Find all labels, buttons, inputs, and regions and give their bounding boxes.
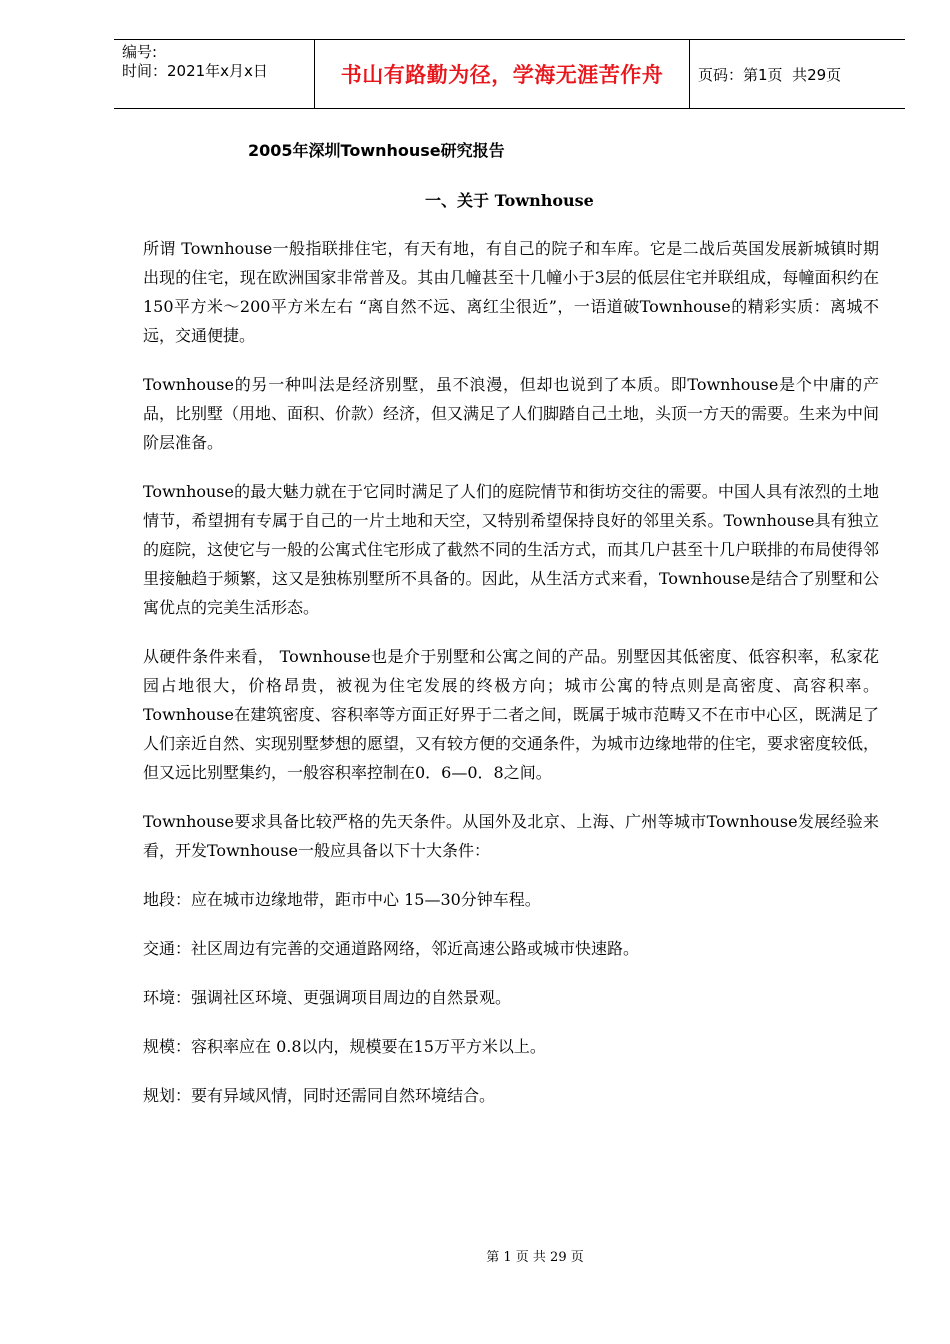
paragraph: Townhouse的另一种叫法是经济别墅，虽不浪漫，但却也说到了本质。即Townhouse是个中庸的产品，比别墅（用地、面积、价款）经济，但又满足了人们脚踏自己土地，头顶一方天的需要。生来为中间阶层准备。 bbox=[143, 375, 880, 452]
document-body bbox=[143, 234, 879, 1130]
page-info: 页码：第1页 共29页 bbox=[698, 65, 842, 84]
time-label: 时间：2021年x月x日 bbox=[122, 62, 268, 80]
header-meta-cell bbox=[114, 40, 315, 108]
paragraph: 地段：应在城市边缘地带，距市中心 15—30分钟车程。 bbox=[143, 890, 541, 909]
paragraph: 交通：社区周边有完善的交通道路网络，邻近高速公路或城市快速路。 bbox=[143, 939, 640, 958]
paragraph: Townhouse要求具备比较严格的先天条件。从国外及北京、上海、广州等城市Townhouse发展经验来看，开发Townhouse一般应具备以下十大条件： bbox=[143, 812, 879, 860]
section-title: 一、关于 Townhouse bbox=[425, 191, 594, 210]
paragraph: 所谓 Townhouse一般指联排住宅，有天有地，有自己的院子和车库。它是二战后英国发展新城镇时期出现的住宅，现在欧洲国家非常普及。其由几幢甚至十几幢小于3层的低层住宅并联组成，每幢面积约在150平方米～200平方米左右 “离自然不远、离红尘很近”，一语道破Townhouse的精彩实质：离城不远，交通便捷。 bbox=[143, 239, 879, 345]
paragraph: Townhouse的最大魅力就在于它同时满足了人们的庭院情节和街坊交往的需要。中国人具有浓烈的土地情节，希望拥有专属于自己的一片土地和天空，又特别希望保持良好的邻里关系。Townhouse具有独立的庭院，这使它与一般的公寓式住宅形成了截然不同的生活方式，而其几户甚至十几户联排的布局使得邻里接触趋于频繁，这又是独栋别墅所不具备的。因此，从生活方式来看，Townhouse是结合了别墅和公寓优点的完美生活形态。 bbox=[143, 482, 880, 617]
page-footer: 第 1 页 共 29 页 bbox=[486, 1250, 584, 1265]
paragraph: 环境：强调社区环境、更强调项目周边的自然景观。 bbox=[143, 988, 512, 1007]
number-label: 编号: bbox=[122, 43, 158, 61]
document-title: 2005年深圳Townhouse研究报告 bbox=[248, 141, 505, 160]
paragraph: 规划：要有异域风情，同时还需同自然环境结合。 bbox=[143, 1086, 496, 1105]
motto-text: 书山有路勤为径，学海无涯苦作舟 bbox=[315, 40, 690, 108]
paragraph: 规模：容积率应在 0.8以内，规模要在15万平方米以上。 bbox=[143, 1037, 546, 1056]
page-header bbox=[114, 39, 905, 109]
paragraph: 从硬件条件来看， Townhouse也是介于别墅和公寓之间的产品。别墅因其低密度、低容积率，私家花园占地很大，价格昂贵，被视为住宅发展的终极方向；城市公寓的特点则是高密度、高容积率。Townhouse在建筑密度、容积率等方面正好界于二者之间，既属于城市范畴又不在市中心区，既满足了人们亲近自然、实现别墅梦想的愿望，又有较方便的交通条件，为城市边缘地带的住宅，要求密度较低，但又远比别墅集约，一般容积率控制在0．6—0．8之间。 bbox=[143, 647, 880, 782]
